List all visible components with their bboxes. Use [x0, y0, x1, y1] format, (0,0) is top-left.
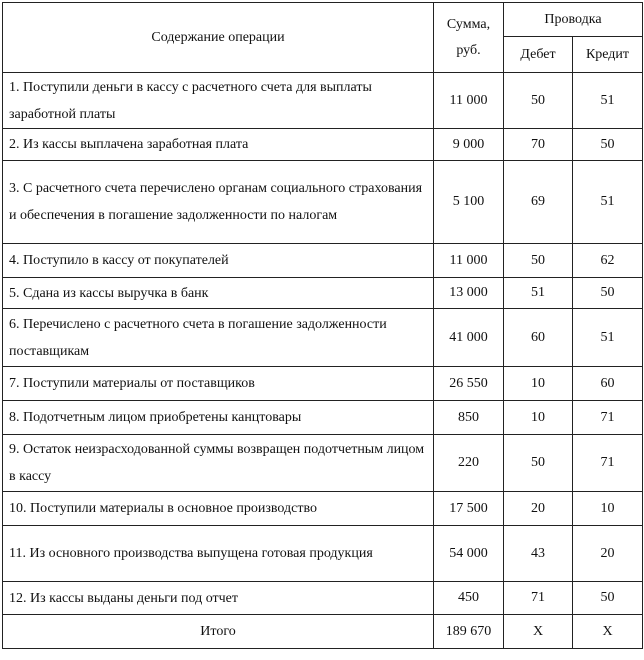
debit-cell: 10 — [504, 401, 573, 435]
table-row — [3, 367, 643, 401]
operation-cell: 1. Поступили деньги в кассу с расчетного счета для выплаты заработной платы — [3, 73, 434, 129]
operation-cell: 2. Из кассы выплачена заработная плата — [3, 129, 434, 161]
debit-cell: 71 — [504, 582, 573, 615]
sum-cell: 54 000 — [434, 526, 504, 582]
credit-cell: 71 — [573, 435, 643, 492]
header-sum-line1: Сумма, — [446, 16, 491, 32]
table-row — [3, 401, 643, 435]
credit-cell: 60 — [573, 367, 643, 401]
header-sum — [434, 3, 504, 73]
sum-cell: 850 — [434, 401, 504, 435]
table-row — [3, 161, 643, 244]
header-posting: Проводка — [504, 3, 643, 37]
debit-cell: 70 — [504, 129, 573, 161]
credit-cell: 62 — [573, 244, 643, 278]
operation-cell: 3. С расчетного счета перечислено органам социального страхования и обеспечения в погашение задолженности по налогам — [3, 161, 434, 244]
operation-cell: 10. Поступили материалы в основное производство — [3, 492, 434, 526]
credit-cell: 50 — [573, 278, 643, 309]
debit-cell: 60 — [504, 309, 573, 367]
sum-cell: 220 — [434, 435, 504, 492]
operation-cell: 7. Поступили материалы от поставщиков — [3, 367, 434, 401]
sum-cell: 11 000 — [434, 73, 504, 129]
debit-cell: 50 — [504, 244, 573, 278]
debit-cell: 10 — [504, 367, 573, 401]
table-row — [3, 309, 643, 367]
debit-cell: 20 — [504, 492, 573, 526]
sum-cell: 5 100 — [434, 161, 504, 244]
debit-cell: 69 — [504, 161, 573, 244]
total-credit: Х — [573, 615, 643, 649]
sum-cell: 11 000 — [434, 244, 504, 278]
header-sum-line2: руб. — [456, 42, 481, 58]
total-debit: Х — [504, 615, 573, 649]
credit-cell: 50 — [573, 129, 643, 161]
debit-cell: 50 — [504, 435, 573, 492]
sum-cell: 450 — [434, 582, 504, 615]
total-sum: 189 670 — [434, 615, 504, 649]
total-label: Итого — [3, 615, 434, 649]
credit-cell: 10 — [573, 492, 643, 526]
operation-cell: 12. Из кассы выданы деньги под отчет — [3, 582, 434, 615]
credit-cell: 51 — [573, 161, 643, 244]
table-row — [3, 526, 643, 582]
credit-cell: 51 — [573, 73, 643, 129]
operation-cell: 11. Из основного производства выпущена готовая продукция — [3, 526, 434, 582]
sum-cell: 17 500 — [434, 492, 504, 526]
table-row — [3, 435, 643, 492]
header-operation: Содержание операции — [3, 3, 434, 73]
credit-cell: 51 — [573, 309, 643, 367]
operation-cell: 6. Перечислено с расчетного счета в погашение задолженности поставщикам — [3, 309, 434, 367]
debit-cell: 43 — [504, 526, 573, 582]
operations-table — [2, 2, 643, 649]
operation-cell: 4. Поступило в кассу от покупателей — [3, 244, 434, 278]
sum-cell: 13 000 — [434, 278, 504, 309]
table-row — [3, 492, 643, 526]
table-row — [3, 73, 643, 129]
header-credit: Кредит — [573, 37, 643, 73]
credit-cell: 20 — [573, 526, 643, 582]
operation-cell: 8. Подотчетным лицом приобретены канцтовары — [3, 401, 434, 435]
total-row — [3, 615, 643, 649]
sum-cell: 26 550 — [434, 367, 504, 401]
debit-cell: 50 — [504, 73, 573, 129]
credit-cell: 71 — [573, 401, 643, 435]
sum-cell: 9 000 — [434, 129, 504, 161]
header-debit: Дебет — [504, 37, 573, 73]
debit-cell: 51 — [504, 278, 573, 309]
sum-cell: 41 000 — [434, 309, 504, 367]
operation-cell: 9. Остаток неизрасходованной суммы возвращен подотчетным лицом в кассу — [3, 435, 434, 492]
table-row — [3, 278, 643, 309]
operation-cell: 5. Сдана из кассы выручка в банк — [3, 278, 434, 309]
table-row — [3, 582, 643, 615]
table-row — [3, 129, 643, 161]
table-row — [3, 244, 643, 278]
credit-cell: 50 — [573, 582, 643, 615]
